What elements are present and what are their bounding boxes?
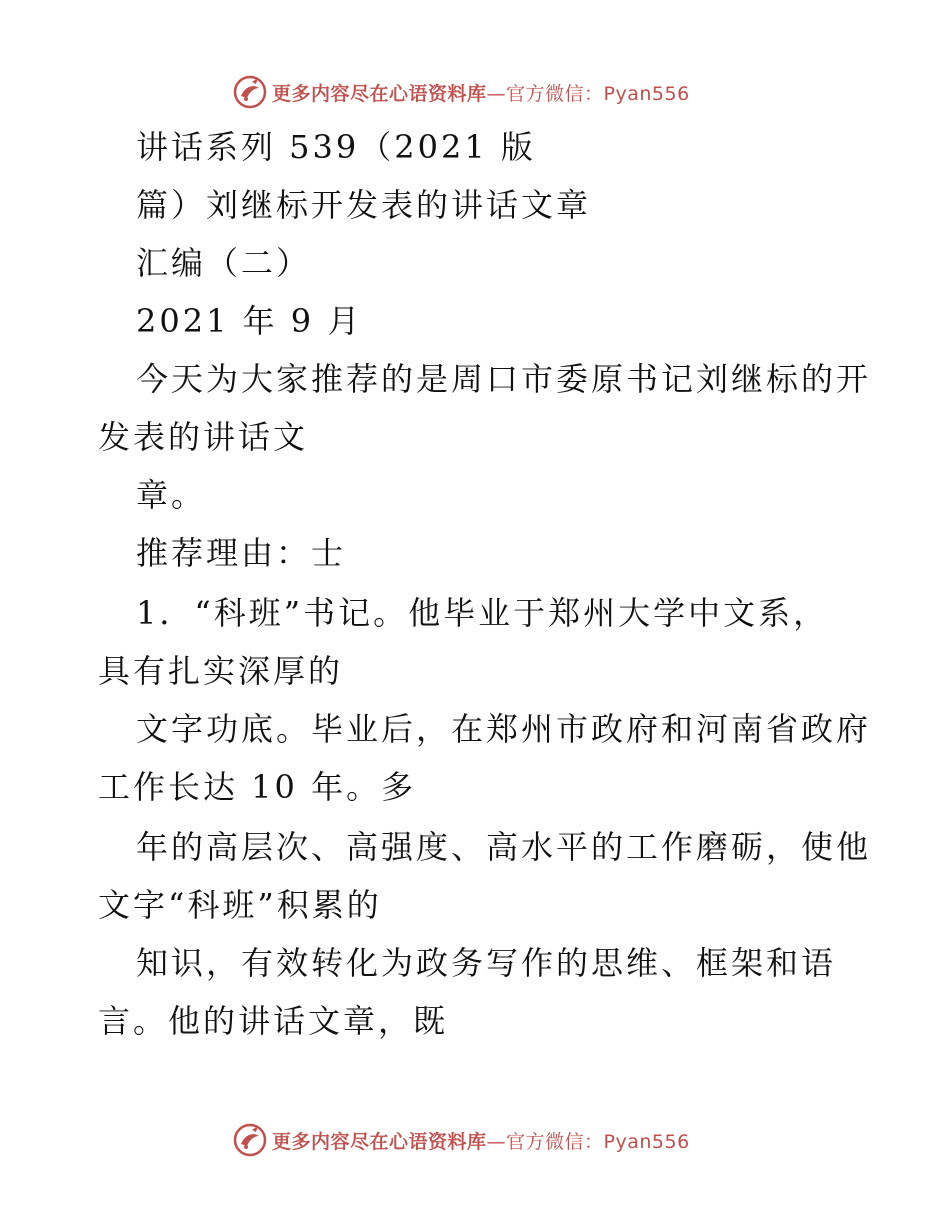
body-line: 推荐理由：士 — [136, 534, 347, 572]
body-line: 发表的讲话文 — [98, 418, 309, 456]
seal-logo-icon — [232, 1122, 268, 1158]
title-line-3: 汇编（二） — [136, 244, 312, 282]
watermark-text: 更多内容尽在心语资料库—官方微信：Pyan556 — [272, 1130, 690, 1153]
body-line: 具有扎实深厚的 — [98, 652, 344, 690]
body-line: 工作长达 10 年。多 — [98, 768, 417, 806]
watermark-text: 更多内容尽在心语资料库—官方微信：Pyan556 — [272, 82, 690, 105]
body-line: 文字功底。毕业后，在郑州市政府和河南省政府 — [136, 710, 872, 748]
date-line: 2021 年 9 月 — [136, 302, 363, 340]
body-line: 文字“科班”积累的 — [98, 886, 382, 924]
title-line-1: 讲话系列 539（2021 版 — [136, 128, 536, 166]
body-line: 今天为大家推荐的是周口市委原书记刘继标的开 — [136, 360, 872, 398]
title-line-2: 篇）刘继标开发表的讲话文章 — [136, 186, 592, 224]
body-line: 年的高层次、高强度、高水平的工作磨砺，使他 — [136, 828, 872, 866]
body-line: 章。 — [136, 476, 207, 514]
body-line: 知识，有效转化为政务写作的思维、框架和语 — [136, 944, 837, 982]
body-line: 言。他的讲话文章，既 — [98, 1002, 449, 1040]
bottom-watermark-banner — [232, 1120, 752, 1160]
body-line: 1．“科班”书记。他毕业于郑州大学中文系， — [136, 594, 829, 632]
